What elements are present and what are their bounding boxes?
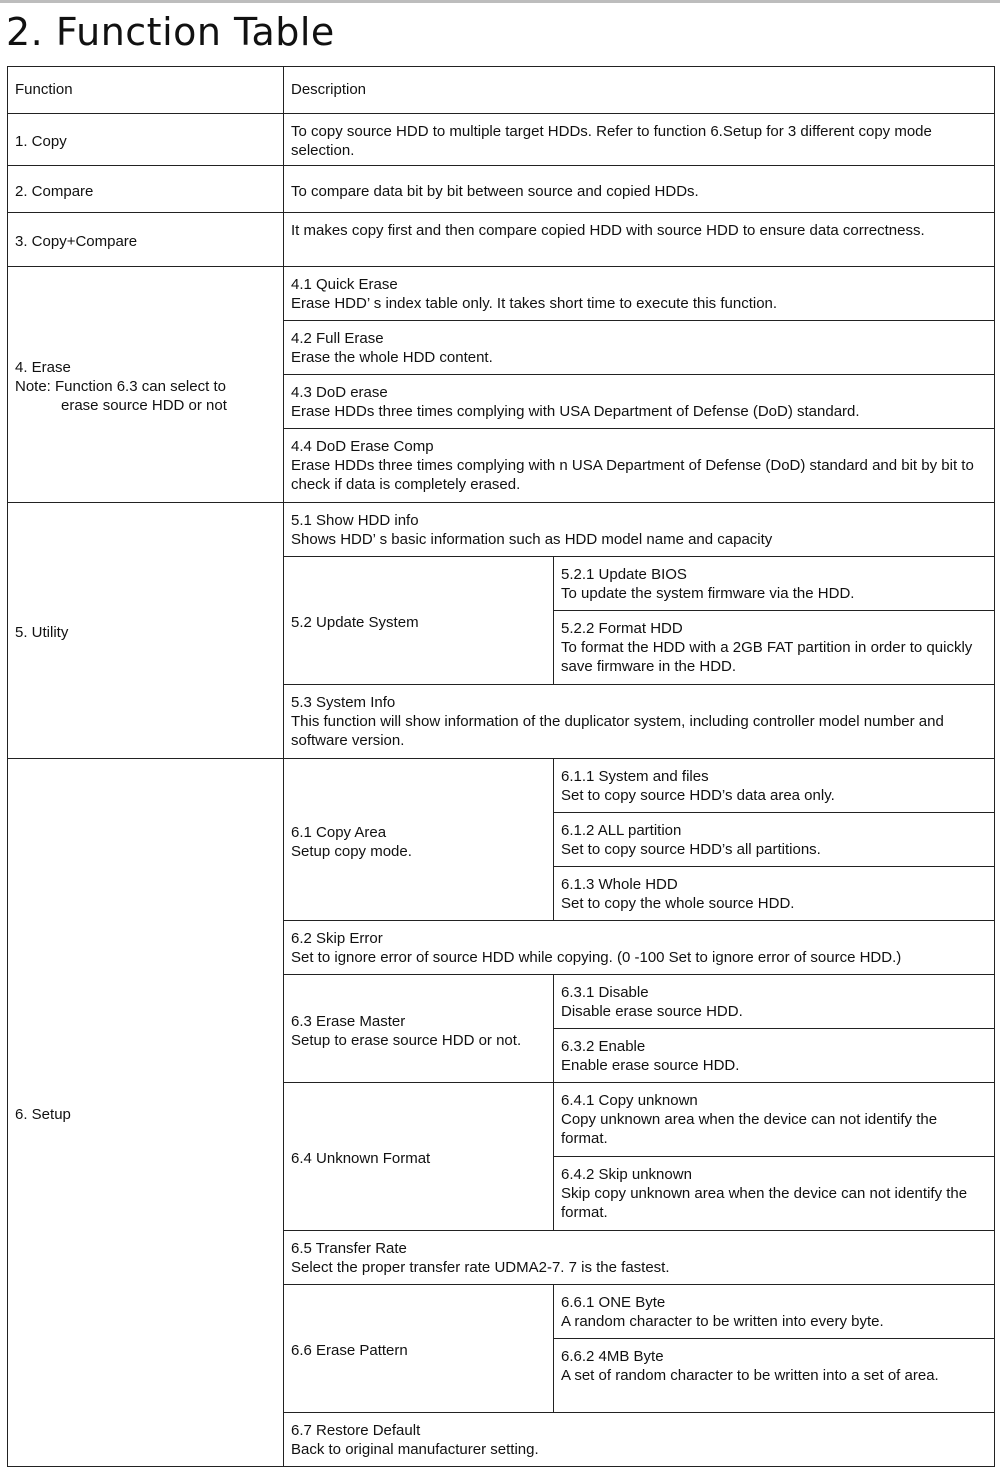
copy-unknown-desc: Copy unknown area when the device can not identify the format. — [561, 1111, 938, 1147]
system-info-title: 5.3 System Info — [291, 694, 396, 711]
erase-note-line2: erase source HDD or not — [61, 397, 227, 414]
four-mb-byte-desc: A set of random character to be written into a set of area. — [561, 1367, 939, 1384]
copy-area — [284, 759, 554, 921]
restore-default-title: 6.7 Restore Default — [291, 1422, 421, 1439]
erase-master-enable — [554, 1029, 995, 1083]
four-mb-byte-title: 6.6.2 4MB Byte — [561, 1348, 664, 1365]
erase-note-line1: Note: Function 6.3 can select to — [15, 378, 226, 395]
erase-full — [284, 321, 995, 375]
copy-unknown — [554, 1083, 995, 1157]
function-setup: 6. Setup — [8, 759, 284, 1467]
function-copy: 1. Copy — [8, 114, 284, 166]
update-bios-desc: To update the system firmware via the HDD. — [561, 585, 855, 602]
skip-error-desc: Set to ignore error of source HDD while copying. (0 -100 Set to ignore error of source HDD.) — [291, 949, 902, 966]
erase-quick — [284, 267, 995, 321]
skip-unknown-title: 6.4.2 Skip unknown — [561, 1166, 692, 1183]
erase-dod-comp-desc: Erase HDDs three times complying with n USA Department of Defense (DoD) standard and bit by bit to check if data is completely erased. — [291, 457, 974, 493]
enable-title: 6.3.2 Enable — [561, 1038, 646, 1055]
restore-default — [284, 1413, 995, 1467]
table-row — [8, 213, 995, 267]
skip-error-title: 6.2 Skip Error — [291, 930, 383, 947]
table-row — [8, 759, 995, 813]
table-row — [8, 503, 995, 557]
format-hdd — [554, 611, 995, 685]
system-info-desc: This function will show information of the duplicator system, including controller model number and software version. — [291, 713, 944, 749]
four-mb-byte — [554, 1339, 995, 1413]
function-compare: 2. Compare — [8, 166, 284, 213]
skip-error — [284, 921, 995, 975]
show-info-title: 5.1 Show HDD info — [291, 512, 419, 529]
erase-dod-desc: Erase HDDs three times complying with USA Department of Defense (DoD) standard. — [291, 403, 860, 420]
erase-pattern: 6.6 Erase Pattern — [284, 1285, 554, 1413]
one-byte-desc: A random character to be written into every byte. — [561, 1313, 884, 1330]
header-description: Description — [284, 67, 995, 114]
one-byte-title: 6.6.1 ONE Byte — [561, 1294, 666, 1311]
format-hdd-desc: To format the HDD with a 2GB FAT partition in order to quickly save firmware in the HDD. — [561, 639, 973, 675]
copy-unknown-title: 6.4.1 Copy unknown — [561, 1092, 698, 1109]
erase-dod-comp — [284, 429, 995, 503]
function-copy-compare: 3. Copy+Compare — [8, 213, 284, 267]
erase-quick-title: 4.1 Quick Erase — [291, 276, 398, 293]
transfer-rate-title: 6.5 Transfer Rate — [291, 1240, 407, 1257]
function-erase — [8, 267, 284, 503]
transfer-rate-desc: Select the proper transfer rate UDMA2-7. 7 is the fastest. — [291, 1259, 670, 1276]
transfer-rate — [284, 1231, 995, 1285]
restore-default-desc: Back to original manufacturer setting. — [291, 1441, 539, 1458]
format-hdd-title: 5.2.2 Format HDD — [561, 620, 683, 637]
function-utility: 5. Utility — [8, 503, 284, 759]
erase-master-title: 6.3 Erase Master — [291, 1012, 406, 1030]
unknown-format: 6.4 Unknown Format — [284, 1083, 554, 1231]
whole-hdd-desc: Set to copy the whole source HDD. — [561, 895, 795, 912]
compare-description: To compare data bit by bit between source and copied HDDs. — [284, 166, 995, 213]
all-partition-desc: Set to copy source HDD’s all partitions. — [561, 841, 821, 858]
erase-master — [284, 975, 554, 1083]
page-title: 2. Function Table — [6, 10, 335, 54]
disable-desc: Disable erase source HDD. — [561, 1003, 743, 1020]
skip-unknown-desc: Skip copy unknown area when the device can not identify the format. — [561, 1185, 968, 1221]
system-files-desc: Set to copy source HDD’s data area only. — [561, 787, 835, 804]
erase-quick-desc: Erase HDD’ s index table only. It takes short time to execute this function. — [291, 295, 778, 312]
top-rule — [0, 0, 1000, 3]
one-byte — [554, 1285, 995, 1339]
enable-desc: Enable erase source HDD. — [561, 1057, 740, 1074]
table-header-row — [8, 67, 995, 114]
erase-dod — [284, 375, 995, 429]
copy-area-system-files — [554, 759, 995, 813]
update-system: 5.2 Update System — [284, 557, 554, 685]
whole-hdd-title: 6.1.3 Whole HDD — [561, 876, 678, 893]
system-files-title: 6.1.1 System and files — [561, 768, 709, 785]
system-info — [284, 685, 995, 759]
copy-area-all-partition — [554, 813, 995, 867]
erase-full-desc: Erase the whole HDD content. — [291, 349, 493, 366]
header-function: Function — [8, 67, 284, 114]
show-info-desc: Shows HDD’ s basic information such as HDD model name and capacity — [291, 531, 773, 548]
erase-master-desc: Setup to erase source HDD or not. — [291, 1031, 522, 1049]
copy-description: To copy source HDD to multiple target HDDs. Refer to function 6.Setup for 3 different copy mode selection. — [284, 114, 995, 166]
table-row — [8, 114, 995, 166]
copy-area-desc: Setup copy mode. — [291, 842, 412, 860]
function-table — [7, 66, 995, 1467]
erase-label: 4. Erase — [15, 359, 71, 376]
erase-full-title: 4.2 Full Erase — [291, 330, 384, 347]
skip-unknown — [554, 1157, 995, 1231]
all-partition-title: 6.1.2 ALL partition — [561, 822, 682, 839]
update-bios — [554, 557, 995, 611]
update-bios-title: 5.2.1 Update BIOS — [561, 566, 687, 583]
erase-dod-comp-title: 4.4 DoD Erase Comp — [291, 438, 434, 455]
copy-area-title: 6.1 Copy Area — [291, 823, 387, 841]
erase-master-disable — [554, 975, 995, 1029]
copy-compare-description: It makes copy first and then compare copied HDD with source HDD to ensure data correctness. — [284, 213, 995, 267]
utility-show-info — [284, 503, 995, 557]
disable-title: 6.3.1 Disable — [561, 984, 649, 1001]
table-row — [8, 267, 995, 321]
table-row — [8, 166, 995, 213]
copy-area-whole-hdd — [554, 867, 995, 921]
erase-dod-title: 4.3 DoD erase — [291, 384, 388, 401]
